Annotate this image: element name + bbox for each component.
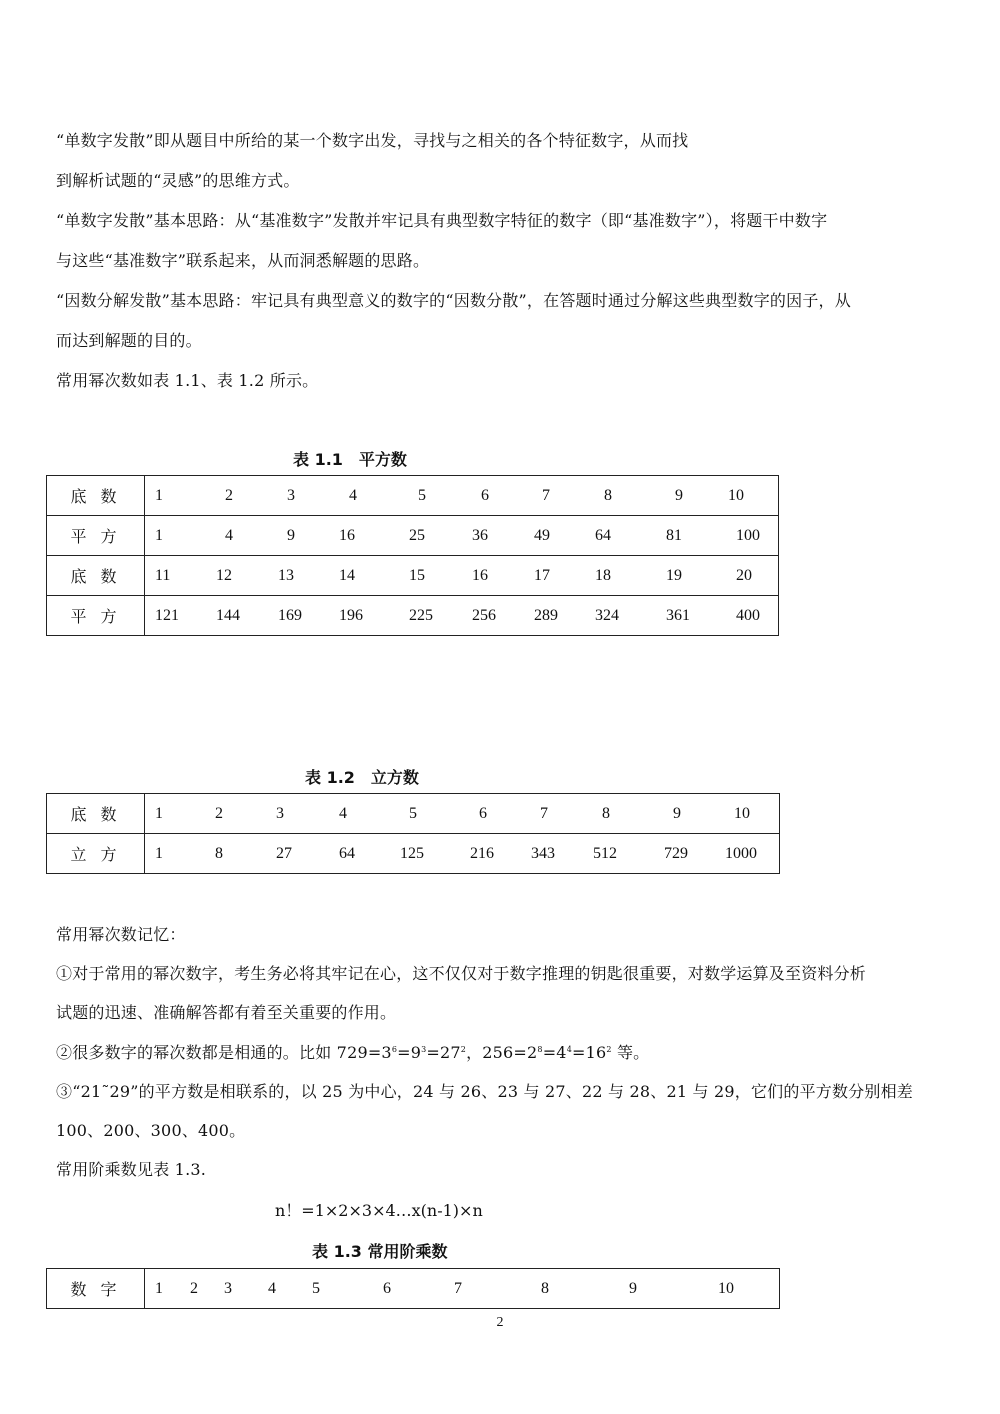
memory-item3-line2: 100、200、300、400。	[56, 1121, 246, 1140]
item2-text: =16	[572, 1043, 607, 1062]
table-cell: 1	[155, 804, 163, 822]
table-cell: 64	[595, 526, 611, 544]
table-cell: 1	[155, 526, 163, 544]
item2-text: ②很多数字的幂次数都是相通的。比如 729=3	[56, 1043, 392, 1062]
row-header: 平方	[47, 516, 145, 556]
table-cell: 12	[216, 566, 232, 584]
table-cell: 81	[666, 526, 682, 544]
table-cell: 5	[418, 486, 426, 504]
table-cell: 3	[224, 1279, 232, 1297]
table-cell: 8	[602, 804, 610, 822]
table-cell: 512	[593, 844, 617, 862]
item2-text: ，256=2	[466, 1043, 538, 1062]
memory-item1-line2: 试题的迅速、准确解答都有着至关重要的作用。	[56, 1003, 397, 1022]
table-cell: 9	[287, 526, 295, 544]
table-cell: 196	[339, 606, 363, 624]
row-values	[145, 794, 780, 834]
item2-text: =4	[542, 1043, 567, 1062]
table-cell: 27	[276, 844, 292, 862]
table3-caption: 表 1.3 常用阶乘数	[312, 1242, 448, 1261]
table-cell: 9	[629, 1279, 637, 1297]
row-header: 数字	[47, 1269, 145, 1309]
table-cell: 49	[534, 526, 550, 544]
table-cell: 15	[409, 566, 425, 584]
table-cell: 324	[595, 606, 619, 624]
table-cell: 6	[479, 804, 487, 822]
table-cell: 14	[339, 566, 355, 584]
table-cell: 25	[409, 526, 425, 544]
paragraph-7: 常用幂次数如表 1.1、表 1.2 所示。	[56, 371, 319, 390]
table-cell: 19	[666, 566, 682, 584]
table-cell: 361	[666, 606, 690, 624]
table-cell: 9	[673, 804, 681, 822]
table1-caption: 表 1.1 平方数	[293, 450, 407, 469]
table-cell: 2	[225, 486, 233, 504]
table-cell: 7	[540, 804, 548, 822]
table-cell: 343	[531, 844, 555, 862]
exponent: 2	[606, 1045, 612, 1054]
memory-item2	[56, 1043, 649, 1063]
table-cell: 6	[383, 1279, 391, 1297]
table-cell: 100	[736, 526, 760, 544]
exponent: 6	[391, 1045, 398, 1054]
table-cell: 36	[472, 526, 488, 544]
table-cell: 4	[225, 526, 233, 544]
table-cell: 216	[470, 844, 494, 862]
row-values	[145, 516, 779, 556]
table-cell: 10	[728, 486, 744, 504]
table-cell: 10	[734, 804, 750, 822]
exponent: 8	[537, 1045, 543, 1054]
table-cell: 3	[287, 486, 295, 504]
memory-item1-line1: ①对于常用的幂次数字，考生务必将其牢记在心，这不仅仅对于数字推理的钥匙很重要，对数学运算及至资料分析	[56, 964, 867, 983]
table-cell: 5	[312, 1279, 320, 1297]
table2-cubes	[46, 793, 780, 874]
table-cell: 1	[155, 1279, 163, 1297]
table-cell: 729	[664, 844, 688, 862]
memory-title: 常用幂次数记忆：	[56, 925, 186, 944]
table-cell: 2	[215, 804, 223, 822]
table-cell: 144	[216, 606, 240, 624]
exponent: 4	[566, 1045, 572, 1054]
table-cell: 225	[409, 606, 433, 624]
table-cell: 13	[278, 566, 294, 584]
row-values	[145, 1269, 780, 1309]
item2-text: =27	[426, 1043, 461, 1062]
exponent: 3	[421, 1045, 427, 1054]
table3-factorials	[46, 1268, 780, 1309]
table-row	[47, 556, 779, 596]
row-values	[145, 834, 780, 874]
table-cell: 11	[155, 566, 171, 584]
paragraph-2: 到解析试题的“灵感”的思维方式。	[56, 171, 300, 190]
table-row	[47, 1269, 780, 1309]
table-cell: 169	[278, 606, 302, 624]
table-cell: 125	[400, 844, 424, 862]
table-cell: 10	[718, 1279, 734, 1297]
table2-caption: 表 1.2 立方数	[305, 768, 419, 787]
table-cell: 4	[268, 1279, 276, 1297]
table-row	[47, 794, 780, 834]
table-cell: 18	[595, 566, 611, 584]
table-row	[47, 834, 780, 874]
paragraph-4: 与这些“基准数字”联系起来，从而洞悉解题的思路。	[56, 251, 430, 270]
table-cell: 8	[541, 1279, 549, 1297]
table-cell: 1	[155, 486, 163, 504]
table-cell: 1000	[725, 844, 757, 862]
factorial-formula: n！=1×2×3×4…x(n-1)×n	[275, 1201, 483, 1220]
table-cell: 20	[736, 566, 752, 584]
table-cell: 2	[190, 1279, 198, 1297]
row-values	[145, 596, 779, 636]
row-header: 底数	[47, 556, 145, 596]
row-header: 立方	[47, 834, 145, 874]
paragraph-1: “单数字发散”即从题目中所给的某一个数字出发，寻找与之相关的各个特征数字，从而找	[56, 131, 689, 150]
table-cell: 8	[604, 486, 612, 504]
table1-squares	[46, 475, 779, 636]
table-row	[47, 476, 779, 516]
table-cell: 64	[339, 844, 355, 862]
row-header: 平方	[47, 596, 145, 636]
table-cell: 1	[155, 844, 163, 862]
paragraph-6: 而达到解题的目的。	[56, 331, 202, 350]
table-cell: 7	[454, 1279, 462, 1297]
table-cell: 17	[534, 566, 550, 584]
table-cell: 4	[349, 486, 357, 504]
row-header: 底数	[47, 476, 145, 516]
table-cell: 400	[736, 606, 760, 624]
table-row	[47, 596, 779, 636]
table-row	[47, 516, 779, 556]
table-cell: 6	[481, 486, 489, 504]
paragraph-5: “因数分解发散”基本思路：牢记具有典型意义的数字的“因数分散”，在答题时通过分解这些典型数字的因子，从	[56, 291, 851, 310]
table-cell: 9	[675, 486, 683, 504]
row-values	[145, 476, 779, 516]
table-cell: 3	[276, 804, 284, 822]
item2-text: 等。	[611, 1043, 650, 1062]
row-values	[145, 556, 779, 596]
item2-text: =9	[397, 1043, 422, 1062]
table-cell: 5	[409, 804, 417, 822]
table-cell: 7	[542, 486, 550, 504]
table-cell: 16	[339, 526, 355, 544]
paragraph-3: “单数字发散”基本思路：从“基准数字”发散并牢记具有典型数字特征的数字（即“基准数字”），将题干中数字	[56, 211, 828, 230]
table-cell: 4	[339, 804, 347, 822]
table-cell: 289	[534, 606, 558, 624]
table-cell: 121	[155, 606, 179, 624]
table-cell: 8	[215, 844, 223, 862]
exponent: 2	[460, 1045, 467, 1054]
factorial-intro: 常用阶乘数见表 1.3.	[56, 1160, 207, 1179]
memory-item3-line1: ③“21˜29”的平方数是相联系的，以 25 为中心，24 与 26、23 与 27、22 与 28、21 与 29，它们的平方数分别相差	[56, 1082, 913, 1101]
row-header: 底数	[47, 794, 145, 834]
table-cell: 16	[472, 566, 488, 584]
page-number: 2	[496, 1315, 504, 1330]
table-cell: 256	[472, 606, 496, 624]
